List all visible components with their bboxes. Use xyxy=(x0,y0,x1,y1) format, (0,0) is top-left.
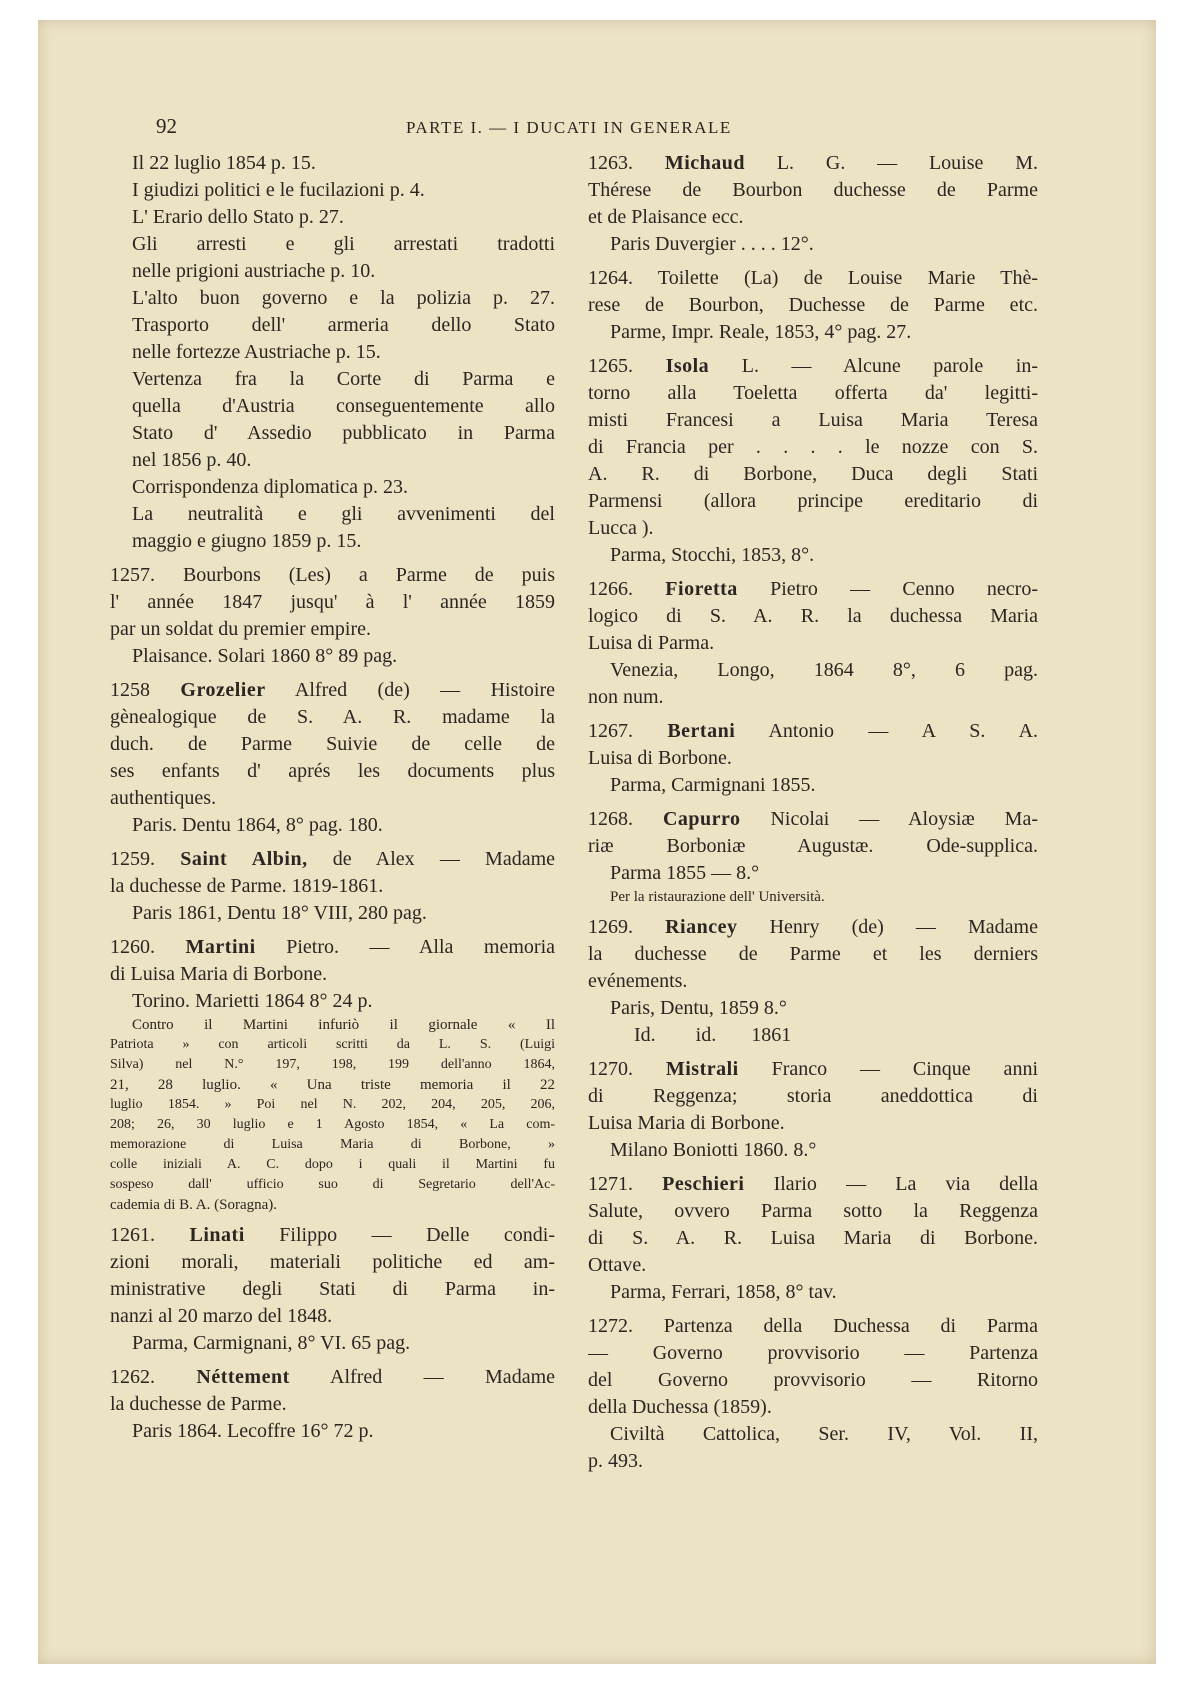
text-line: Silva) nel N.° 197, 198, 199 dell'anno 1864, xyxy=(110,1057,555,1072)
text-line: nelle prigioni austriache p. 10. xyxy=(132,260,376,282)
text-line: Parma, Stocchi, 1853, 8°. xyxy=(610,544,815,566)
entry-number: 1263. xyxy=(588,152,665,174)
entry-number: 1260. xyxy=(110,936,186,958)
text-line: del Governo provvisorio — Ritorno xyxy=(588,1369,1038,1391)
text-line: et de Plaisance ecc. xyxy=(588,206,744,228)
text-line: ministrative degli Stati di Parma in- xyxy=(110,1278,555,1300)
entry-text: L. — Alcune parole in- xyxy=(709,355,1038,377)
text-line: Patriota » con articoli scritti da L. S. (Luigi xyxy=(110,1037,555,1052)
text-line xyxy=(588,353,1038,380)
text-line: l' année 1847 jusqu' à l' année 1859 xyxy=(110,591,555,613)
text-line: Parma, Carmignani, 8° VI. 65 pag. xyxy=(132,1332,411,1354)
text-line: 1272. Partenza della Duchessa di Parma xyxy=(588,1315,1038,1337)
entry-author: Bertani xyxy=(667,720,736,742)
text-line xyxy=(588,806,1038,833)
text-line: sospeso dall' ufficio suo di Segretario dell'Ac- xyxy=(110,1177,555,1192)
entry-number: 1259. xyxy=(110,848,181,870)
entry-text: Franco — Cinque anni xyxy=(738,1058,1038,1080)
text-line: Luisa Maria di Borbone. xyxy=(588,1112,785,1134)
entry-author: Peschieri xyxy=(662,1173,745,1195)
text-line: nel 1856 p. 40. xyxy=(132,449,252,471)
text-line: Gli arresti e gli arrestati tradotti xyxy=(132,233,555,255)
text-line: Thérese de Bourbon duchesse de Parme xyxy=(588,179,1038,201)
text-line xyxy=(588,1171,1038,1198)
text-line xyxy=(588,718,1038,745)
entry-text: Antonio — A S. A. xyxy=(735,720,1038,742)
text-line: torno alla Toeletta offerta da' legitti- xyxy=(588,382,1038,404)
text-line: Parma, Ferrari, 1858, 8° tav. xyxy=(610,1281,837,1303)
text-line: la duchesse de Parme. xyxy=(110,1393,287,1415)
text-line: 1264. Toilette (La) de Louise Marie Thè- xyxy=(588,267,1038,289)
text-line: nelle fortezze Austriache p. 15. xyxy=(132,341,381,363)
text-line: luglio 1854. » Poi nel N. 202, 204, 205, 206, xyxy=(110,1097,555,1112)
text-line: Lucca ). xyxy=(588,517,654,539)
entry-number: 1266. xyxy=(588,578,666,600)
text-line: non num. xyxy=(588,686,664,708)
entry-text: Alfred (de) — Histoire xyxy=(265,679,555,701)
text-line: Per la ristaurazione dell' Università. xyxy=(610,889,825,905)
text-line xyxy=(588,576,1038,603)
text-line xyxy=(110,846,555,873)
text-line: A. R. di Borbone, Duca degli Stati xyxy=(588,463,1038,485)
text-line: — Governo provvisorio — Partenza xyxy=(588,1342,1038,1364)
text-line: gènealogique de S. A. R. madame la xyxy=(110,706,555,728)
text-line: 1257. Bourbons (Les) a Parme de puis xyxy=(110,564,555,586)
text-line: Parma, Carmignani 1855. xyxy=(610,774,816,796)
text-line: di S. A. R. Luisa Maria di Borbone. xyxy=(588,1227,1038,1249)
text-line: L'alto buon governo e la polizia p. 27. xyxy=(132,287,555,309)
page-header xyxy=(156,114,1101,144)
text-line: quella d'Austria conseguentemente allo xyxy=(132,395,555,417)
entry-author: Isola xyxy=(665,355,710,377)
entry-author: Saint Albin, xyxy=(180,848,308,870)
text-line: Luisa di Borbone. xyxy=(588,747,732,769)
text-line xyxy=(110,677,555,704)
right-column xyxy=(588,150,1038,1475)
entry-number: 1258 xyxy=(110,679,181,701)
entry-text: de Alex — Madame xyxy=(307,848,555,870)
text-line: memorazione di Luisa Maria di Borbone, » xyxy=(110,1137,555,1152)
text-line: Venezia, Longo, 1864 8°, 6 pag. xyxy=(610,659,1038,681)
entry-text: Pietro. — Alla memoria xyxy=(255,936,555,958)
entry-text: Ilario — La via della xyxy=(744,1173,1038,1195)
text-line: la duchesse de Parme. 1819-1861. xyxy=(110,875,384,897)
text-line: cademia di B. A. (Soragna). xyxy=(110,1197,278,1213)
text-line: di Francia per . . . . le nozze con S. xyxy=(588,436,1038,458)
text-line: logico di S. A. R. la duchessa Maria xyxy=(588,605,1038,627)
entry-text: Nicolai — Aloysiæ Ma- xyxy=(740,808,1038,830)
text-line: maggio e giugno 1859 p. 15. xyxy=(132,530,362,552)
entry-author: Capurro xyxy=(662,808,741,830)
entry-author: Mistrali xyxy=(665,1058,739,1080)
text-line: la duchesse de Parme et les derniers xyxy=(588,943,1038,965)
text-line: misti Francesi a Luisa Maria Teresa xyxy=(588,409,1038,431)
entry-author: Riancey xyxy=(665,916,738,938)
entry-number: 1271. xyxy=(588,1173,663,1195)
text-line: ses enfants d' aprés les documents plus xyxy=(110,760,555,782)
entry-author: Martini xyxy=(185,936,256,958)
text-line: authentiques. xyxy=(110,787,217,809)
text-line: Paris. Dentu 1864, 8° pag. 180. xyxy=(132,814,383,836)
entry-author: Linati xyxy=(189,1224,245,1246)
text-line: colle iniziali A. C. dopo i quali il Martini fu xyxy=(110,1157,555,1172)
text-line: Paris 1861, Dentu 18° VIII, 280 pag. xyxy=(132,902,427,924)
entry-number: 1265. xyxy=(588,355,666,377)
text-line xyxy=(110,1364,555,1391)
text-line: Paris 1864. Lecoffre 16° 72 p. xyxy=(132,1420,374,1442)
entry-text: Filippo — Delle condi- xyxy=(244,1224,555,1246)
text-line: Civiltà Cattolica, Ser. IV, Vol. II, xyxy=(610,1423,1038,1445)
text-line: di Reggenza; storia aneddottica di xyxy=(588,1085,1038,1107)
text-line: Paris Duvergier . . . . 12°. xyxy=(610,233,814,255)
text-line: p. 493. xyxy=(588,1450,643,1472)
text-line: Salute, ovvero Parma sotto la Reggenza xyxy=(588,1200,1038,1222)
text-line: 208; 26, 30 luglio e 1 Agosto 1854, « La com- xyxy=(110,1117,555,1132)
entry-number: 1267. xyxy=(588,720,668,742)
text-line: par un soldat du premier empire. xyxy=(110,618,372,640)
left-column xyxy=(110,150,555,1445)
text-line: Il 22 luglio 1854 p. 15. xyxy=(132,152,316,174)
text-line: della Duchessa (1859). xyxy=(588,1396,772,1418)
text-line: I giudizi politici e le fucilazioni p. 4. xyxy=(132,179,425,201)
text-line: Torino. Marietti 1864 8° 24 p. xyxy=(132,990,373,1012)
entry-text: L. G. — Louise M. xyxy=(745,152,1038,174)
text-line: Luisa di Parma. xyxy=(588,632,715,654)
entry-author: Michaud xyxy=(664,152,746,174)
text-line: L' Erario dello Stato p. 27. xyxy=(132,206,344,228)
text-line: riæ Borboniæ Augustæ. Ode-supplica. xyxy=(588,835,1038,857)
text-line xyxy=(110,1222,555,1249)
text-line: La neutralità e gli avvenimenti del xyxy=(132,503,555,525)
entry-text: Pietro — Cenno necro- xyxy=(737,578,1038,600)
text-line: Parmensi (allora principe ereditario di xyxy=(588,490,1038,512)
entry-author: Néttement xyxy=(196,1366,290,1388)
text-line: Parma 1855 — 8.° xyxy=(610,862,760,884)
text-line: Ottave. xyxy=(588,1254,647,1276)
text-line: rese de Bourbon, Duchesse de Parme etc. xyxy=(588,294,1038,316)
entry-author: Grozelier xyxy=(180,679,266,701)
entry-text: Alfred — Madame xyxy=(289,1366,555,1388)
text-line: Id. id. 1861 xyxy=(634,1024,792,1046)
text-line: Milano Boniotti 1860. 8.° xyxy=(610,1139,817,1161)
text-line: Contro il Martini infuriò il giornale « Il xyxy=(132,1017,555,1033)
text-line: 21, 28 luglio. « Una triste memoria il 22 xyxy=(110,1077,555,1093)
text-line: duch. de Parme Suivie de celle de xyxy=(110,733,555,755)
text-line: evénements. xyxy=(588,970,688,992)
entry-number: 1270. xyxy=(588,1058,666,1080)
text-line: Plaisance. Solari 1860 8° 89 pag. xyxy=(132,645,398,667)
entry-author: Fioretta xyxy=(665,578,738,600)
page-number: 92 xyxy=(156,114,177,138)
text-line: Corrispondenza diplomatica p. 23. xyxy=(132,476,409,498)
entry-number: 1269. xyxy=(588,916,666,938)
entry-number: 1262. xyxy=(110,1366,197,1388)
entry-number: 1261. xyxy=(110,1224,190,1246)
entry-text: Henry (de) — Madame xyxy=(737,916,1038,938)
text-line: Trasporto dell' armeria dello Stato xyxy=(132,314,555,336)
text-line xyxy=(588,914,1038,941)
entry-number: 1268. xyxy=(588,808,663,830)
text-line: Stato d' Assedio pubblicato in Parma xyxy=(132,422,555,444)
text-line xyxy=(588,150,1038,177)
text-line: Vertenza fra la Corte di Parma e xyxy=(132,368,555,390)
text-line: nanzi al 20 marzo del 1848. xyxy=(110,1305,333,1327)
text-line: Paris, Dentu, 1859 8.° xyxy=(610,997,787,1019)
text-line: zioni morali, materiali politiche ed am- xyxy=(110,1251,555,1273)
text-line: Parme, Impr. Reale, 1853, 4° pag. 27. xyxy=(610,321,912,343)
text-line: di Luisa Maria di Borbone. xyxy=(110,963,328,985)
running-title: PARTE I. — I DUCATI IN GENERALE xyxy=(406,118,732,137)
text-line xyxy=(588,1056,1038,1083)
text-line xyxy=(110,934,555,961)
